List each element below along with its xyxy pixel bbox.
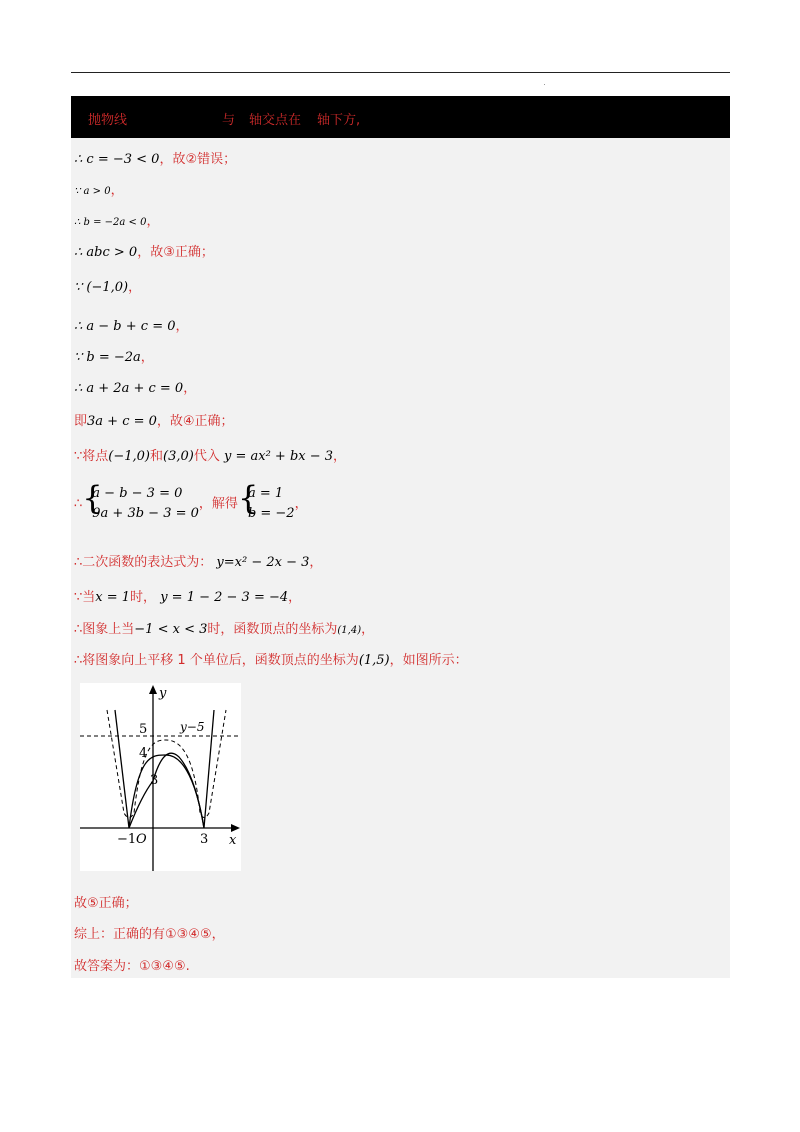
line-text: 故答案为：①③④⑤. — [74, 959, 190, 974]
math-expr: ∵ b = −2a — [74, 350, 141, 365]
line-text: ， — [110, 183, 124, 198]
line-text: ∵当 — [74, 590, 96, 605]
line-12 — [74, 551, 322, 570]
line-15 — [74, 649, 468, 668]
line-text: ，故④正确； — [156, 414, 234, 429]
dashed-curve — [107, 710, 226, 818]
math-expr: (1,5) — [358, 653, 390, 668]
line-18 — [74, 955, 190, 974]
line-text: ， — [175, 319, 189, 334]
equation-row: b = −2 — [247, 506, 295, 521]
line-text: ， — [146, 214, 160, 229]
y-axis-arrow — [149, 685, 157, 694]
equation-row: a = 1 — [247, 486, 284, 501]
line-10 — [74, 445, 346, 464]
label-3-x: 3 — [200, 832, 209, 847]
line-text: ， — [288, 590, 302, 605]
math-expr: ∴ a − b + c = 0 — [74, 319, 176, 334]
math-expr: ∵ a > 0 — [74, 186, 111, 197]
line-text: ， — [183, 381, 197, 396]
line-8 — [74, 377, 196, 396]
line-text: ，如图所示： — [389, 653, 468, 668]
parabola-graph — [80, 683, 241, 871]
equation-row: a − b − 3 = 0 — [92, 486, 183, 501]
line-text: 综上：正确的有①③④⑤， — [74, 927, 225, 942]
math-expr: ∴ b = −2a < 0 — [74, 217, 147, 228]
line-14 — [74, 618, 374, 637]
line-text: ∴ — [74, 496, 83, 512]
brace-glyph: { — [82, 479, 103, 517]
header-bar — [71, 96, 730, 138]
line-7 — [74, 346, 154, 365]
line-text: ， — [128, 280, 142, 295]
line-17 — [74, 923, 225, 942]
solid-arch — [129, 755, 204, 828]
line-text: ，故③正确； — [137, 245, 214, 260]
line-1 — [74, 148, 236, 167]
header-text-3: 轴交点在 — [249, 113, 302, 128]
math-expr: (3,0) — [163, 449, 194, 464]
line-11 — [74, 479, 308, 524]
line-text: ， — [140, 350, 154, 365]
line-2 — [74, 179, 124, 198]
math-expr: y = ax² + bx − 3 — [224, 449, 334, 464]
label-4: 4 — [139, 746, 148, 761]
line-text: ， — [309, 555, 323, 570]
line-text: ，故②错误； — [159, 152, 237, 167]
line-13 — [74, 586, 301, 605]
math-expr: ∵ (−1,0) — [74, 280, 129, 295]
line-16 — [74, 892, 138, 911]
x-axis-arrow — [231, 824, 240, 832]
math-expr: ∴ abc > 0 — [74, 245, 138, 260]
top-rule — [71, 72, 730, 73]
equation-system — [82, 479, 199, 524]
math-expr: 3a + c = 0 — [87, 414, 157, 429]
stray-dot — [544, 84, 545, 85]
header-text-2: 与 — [222, 113, 236, 128]
line-text: ∴二次函数的表达式为： — [74, 555, 213, 570]
line-text: ，解得 — [198, 496, 238, 512]
math-expr: ∴ c = −3 < 0 — [74, 152, 160, 167]
math-expr: y = 1 − 2 − 3 = −4 — [160, 590, 289, 605]
label-3-y: 3 — [150, 773, 159, 788]
math-expr: (−1,0) — [108, 449, 150, 464]
math-expr: ∴ a + 2a + c = 0 — [74, 381, 184, 396]
solution-system — [237, 479, 295, 524]
line-4 — [74, 241, 214, 260]
line-text: 即 — [74, 414, 88, 429]
label-neg1: −1 — [117, 832, 137, 847]
line-text: 和 — [150, 449, 164, 464]
line-text: ∵将点 — [74, 449, 109, 464]
line-text: 时，函数顶点的坐标为 — [207, 622, 338, 637]
math-expr: −1 < x < 3 — [134, 622, 208, 637]
solution-panel — [71, 96, 730, 978]
brace-glyph: { — [237, 479, 259, 517]
line-9 — [74, 410, 234, 429]
label-5: 5 — [139, 722, 148, 737]
line-text: 故⑤正确； — [74, 896, 138, 911]
line-text: ∴图象上当 — [74, 622, 135, 637]
line-5 — [74, 276, 141, 295]
line-6 — [74, 315, 189, 334]
line-text: ∴将图象向上平移 1 个单位后，函数顶点的坐标为 — [74, 653, 359, 668]
line-text: 时， — [130, 590, 157, 605]
line-text: ， — [361, 622, 375, 637]
equation-row: 9a + 3b − 3 = 0 — [92, 506, 199, 521]
label-y: y — [159, 686, 167, 701]
math-expr: y=x² − 2x − 3 — [216, 555, 310, 570]
header-text-1: 抛物线 — [88, 113, 128, 128]
header-text-4: 轴下方, — [317, 113, 361, 128]
label-line: y−5 — [180, 720, 205, 734]
math-expr: (1,4) — [337, 625, 362, 636]
line-text: ， — [333, 449, 347, 464]
line-text: 代入 — [193, 449, 220, 464]
line-text: ， — [294, 496, 308, 512]
label-x: x — [229, 833, 237, 848]
math-expr: x = 1 — [95, 590, 131, 605]
label-origin: O — [136, 832, 147, 847]
line-3 — [74, 210, 160, 229]
